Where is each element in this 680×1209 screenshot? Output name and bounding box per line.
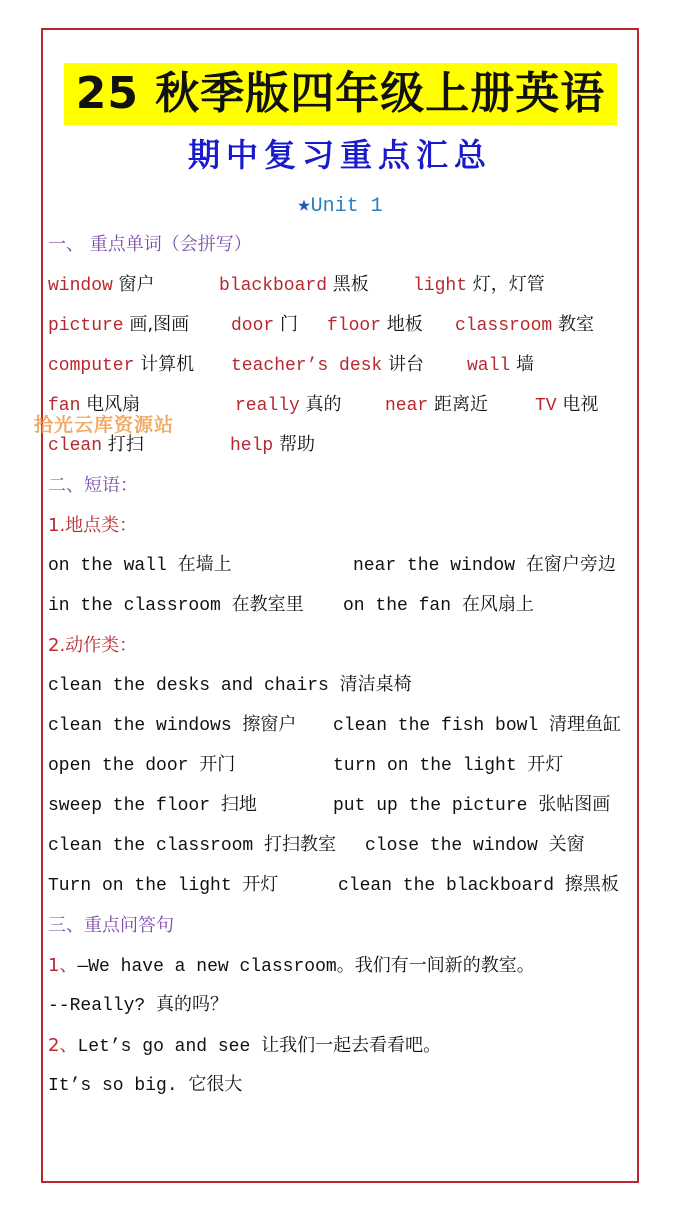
vocab-chinese: 黑板 (327, 274, 369, 295)
vocab-english: computer (48, 356, 135, 376)
vocab-english: wall (467, 356, 511, 376)
phrase-item: clean the windows 擦窗户 (48, 716, 297, 736)
section-phrases-heading: 二、短语： (48, 475, 138, 496)
vocab-item (231, 313, 298, 338)
qa-text: It’s so big. 它很大 (48, 1076, 243, 1096)
vocab-chinese: 窗户 (112, 274, 155, 295)
phrase-item: near the window 在窗户旁边 (353, 556, 616, 576)
vocab-item (219, 273, 369, 298)
vocab-english: help (230, 436, 274, 456)
vocab-chinese: 讲台 (382, 354, 424, 375)
qa-line (48, 954, 535, 979)
phrase-item: sweep the floor 扫地 (48, 796, 257, 816)
unit-label: Unit 1 (310, 195, 383, 218)
qa-line (48, 1034, 441, 1059)
vocab-item (48, 353, 194, 378)
vocab-english: fan (48, 396, 81, 416)
section-vocab-heading: 一、 重点单词（会拼写） (48, 234, 252, 255)
vocab-english: teacher’s desk (231, 356, 383, 376)
place-phrases-heading: 1.地点类： (48, 515, 138, 536)
phrase-item: turn on the light 开灯 (333, 756, 564, 776)
vocab-chinese: 打扫 (102, 434, 144, 455)
qa-number: 1、 (48, 955, 78, 976)
vocab-english: door (231, 316, 275, 336)
watermark: 拾光云库资源站 (34, 414, 175, 436)
qa-line (48, 1074, 242, 1098)
vocab-english: window (48, 276, 113, 296)
vocab-english: picture (48, 316, 124, 336)
phrase-item: in the classroom 在教室里 (48, 596, 304, 616)
vocab-chinese: 教室 (552, 314, 594, 335)
section-qa-heading: 三、重点问答句 (48, 915, 174, 936)
vocab-chinese: 画,图画 (123, 314, 190, 335)
qa-line (48, 994, 228, 1018)
vocab-english: clean (48, 436, 103, 456)
vocab-chinese: 灯，灯管 (467, 274, 545, 295)
vocab-chinese: 计算机 (134, 354, 195, 375)
vocab-chinese: 距离近 (428, 394, 488, 415)
vocab-english: really (235, 396, 300, 416)
qa-text: —We have a new classroom。我们有一间新的教室。 (77, 957, 535, 977)
vocab-item (235, 393, 342, 418)
phrase-item: Turn on the light 开灯 (48, 876, 279, 896)
vocab-item (467, 353, 534, 378)
vocab-chinese: 真的 (299, 394, 342, 415)
vocab-chinese: 地板 (381, 314, 423, 335)
qa-text: Let’s go and see 让我们一起去看看吧。 (77, 1037, 442, 1057)
vocab-item (413, 273, 545, 298)
vocab-chinese: 电风扇 (80, 394, 141, 415)
vocab-chinese: 门 (274, 314, 298, 335)
vocab-chinese: 墙 (510, 354, 534, 375)
vocab-item (385, 393, 488, 418)
page-subtitle: 期中复习重点汇总 (187, 136, 492, 174)
phrase-item: close the window 关窗 (365, 836, 585, 856)
vocab-item (535, 393, 598, 418)
vocab-english: TV (535, 396, 557, 416)
phrase-item: on the fan 在风扇上 (343, 596, 534, 616)
phrase-item: clean the desks and chairs 清洁桌椅 (48, 676, 412, 696)
vocab-english: near (385, 396, 429, 416)
phrase-item: clean the fish bowl 清理鱼缸 (333, 716, 622, 736)
vocab-english: light (413, 276, 468, 296)
vocab-english: classroom (455, 316, 553, 336)
qa-number: 2、 (48, 1035, 78, 1056)
vocab-item (455, 313, 594, 338)
unit-heading (0, 192, 680, 218)
phrase-item: open the door 开门 (48, 756, 236, 776)
vocab-item (231, 353, 424, 378)
vocab-english: blackboard (219, 276, 328, 296)
vocab-chinese: 帮助 (273, 434, 315, 455)
phrase-item: on the wall 在墙上 (48, 556, 232, 576)
vocab-item (230, 433, 315, 458)
action-phrases-heading: 2.动作类： (48, 635, 138, 656)
vocab-item (327, 313, 423, 338)
qa-text: --Really? 真的吗？ (48, 996, 229, 1016)
vocab-item (48, 273, 155, 298)
phrase-item: put up the picture 张帖图画 (333, 796, 611, 816)
vocab-chinese: 电视 (556, 394, 599, 415)
phrase-item: clean the blackboard 擦黑板 (338, 876, 619, 896)
vocab-english: floor (327, 316, 382, 336)
vocab-item (48, 313, 189, 338)
star-icon: ★ (297, 193, 311, 218)
page-title: 25 秋季版四年级上册英语 (75, 68, 606, 119)
phrase-item: clean the classroom 打扫教室 (48, 836, 337, 856)
